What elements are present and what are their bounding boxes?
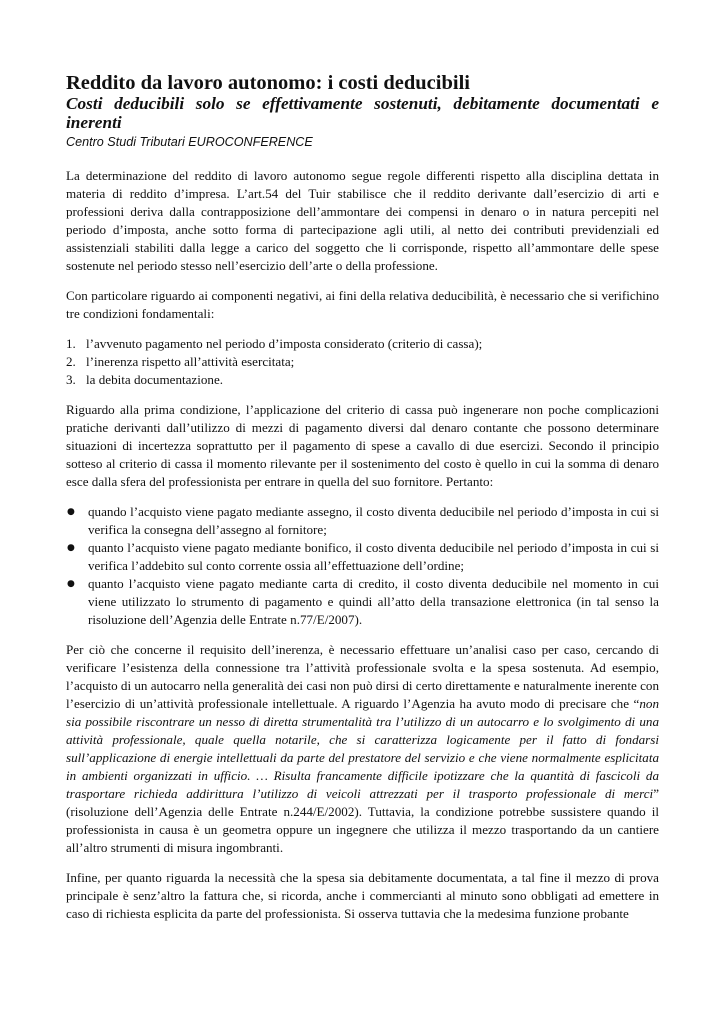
document-page	[66, 72, 659, 935]
bullet-icon: ●	[67, 507, 75, 517]
list-item-text: l’inerenza rispetto all’attività esercitata;	[86, 354, 295, 369]
list-item	[66, 539, 659, 575]
paragraph-documentation: Infine, per quanto riguarda la necessità che la spesa sia debitamente documentata, a tal fine il mezzo di prova principale è senz’altro la fattura che, si ricorda, anche i commercianti al minuto sono obbligati ad emettere in caso di richiesta esplicita da parte del professionista. Si osserva tuttavia che la medesima funzione probante	[66, 870, 659, 921]
list-item-number: 2.	[66, 354, 76, 369]
paragraph-inherence	[66, 641, 659, 857]
document-subtitle: Costi deducibili solo se effettivamente sostenuti, debitamente documentati e inerenti	[66, 94, 659, 132]
list-item-text: quanto l’acquisto viene pagato mediante bonifico, il costo diventa deducibile nel periodo d’imposta in cui si verifica l’addebito sul conto corrente ossia all’effettuazione dell’ordine;	[88, 540, 659, 573]
list-item	[66, 353, 659, 371]
paragraph-cash-criterion: Riguardo alla prima condizione, l’applicazione del criterio di cassa può ingenerare non poche complicazioni pratiche derivanti dall’utilizzo di mezzi di pagamento diversi dal denaro contante che possono determinare situazioni di incertezza soprattutto per il pagamento di spese a cavallo di due esercizi. Secondo il principio sotteso al criterio di cassa il momento rilevante per il sostenimento del costo è quello in cui la somma di denaro esce dalla sfera del professionista per entrare in quella del suo fornitore. Pertanto:	[66, 402, 659, 489]
list-item-number: 3.	[66, 372, 76, 387]
bullet-icon: ●	[67, 579, 75, 589]
list-item	[66, 503, 659, 539]
list-item-text: l’avvenuto pagamento nel periodo d’imposta considerato (criterio di cassa);	[86, 336, 483, 351]
document-title: Reddito da lavoro autonomo: i costi deducibili	[66, 72, 470, 94]
document-author: Centro Studi Tributari EUROCONFERENCE	[66, 135, 313, 149]
inherence-text-end: ” (risoluzione dell’Agenzia delle Entrate n.244/E/2002). Tuttavia, la condizione potrebbe sussistere quando il professionista in causa è un geometra oppure un ingegnere che utilizza il mezzo trasportando da un cantiere all’altro strumenti di misura ingombranti.	[66, 786, 659, 855]
list-item-number: 1.	[66, 336, 76, 351]
list-item	[66, 371, 659, 389]
list-item-text: quando l’acquisto viene pagato mediante assegno, il costo diventa deducibile nel periodo d’imposta in cui si verifica la consegna dell’assegno al fornitore;	[88, 504, 659, 537]
list-item	[66, 335, 659, 353]
paragraph-intro: La determinazione del reddito di lavoro autonomo segue regole differenti rispetto alla disciplina dettata in materia di reddito d’impresa. L’art.54 del Tuir stabilisce che il reddito derivante dall’esercizio di arti e professioni deriva dalla contrapposizione dell’ammontare dei compensi in denaro o in natura percepiti nel periodo d’imposta, anche sotto forma di partecipazione agli utili, al netto dei contributi previdenziali ed assistenziali stabiliti dalla legge a carico del soggetto che li corrisponde, rispetto all’ammontare delle spese sostenute nel periodo stesso nell’esercizio dell’arte o della professione.	[66, 168, 659, 273]
bullet-icon: ●	[67, 543, 75, 553]
list-item-text: la debita documentazione.	[86, 372, 224, 387]
list-item	[66, 575, 659, 629]
agency-quote: non sia possibile riscontrare un nesso di diretta strumentalità tra l’utilizzo di un autocarro e lo svolgimento di una attività professionale, quale quella notarile, che si caratterizza logicamente per il fatto di fondarsi sull’applicazione di energie intellettuali da parte del prestatore del servizio e che viene normalmente esplicitata in ambienti organizzati in ufficio. … Risulta francamente difficile ipotizzare che la quantità di fascicoli da trasportare richieda addirittura l’utilizzo di veicoli attrezzati per il trasporto professionale di merci	[66, 696, 659, 801]
list-item-text: quanto l’acquisto viene pagato mediante carta di credito, il costo diventa deducibile nel momento in cui viene utilizzato lo strumento di pagamento e quindi all’atto della transazione elettronica (in tal senso la risoluzione dell’Agenzia delle Entrate n.77/E/2007).	[88, 576, 659, 627]
paragraph-conditions-intro: Con particolare riguardo ai componenti negativi, ai fini della relativa deducibilità, è necessario che si verifichino tre condizioni fondamentali:	[66, 288, 659, 321]
inherence-text-start: Per ciò che concerne il requisito dell’inerenza, è necessario effettuare un’analisi caso per caso, cercando di verificare l’esistenza della connessione tra l’attività professionale svolta e la spesa sostenuta. Ad esempio, l’acquisto di un autocarro nella generalità dei casi non può dirsi di certo direttamente e naturalmente inerente con l’esercizio di un’attività professionale intellettuale. A riguardo l’Agenzia ha avuto modo di precisare che “	[66, 642, 659, 711]
conditions-list	[66, 335, 659, 389]
payment-methods-list	[66, 503, 659, 629]
